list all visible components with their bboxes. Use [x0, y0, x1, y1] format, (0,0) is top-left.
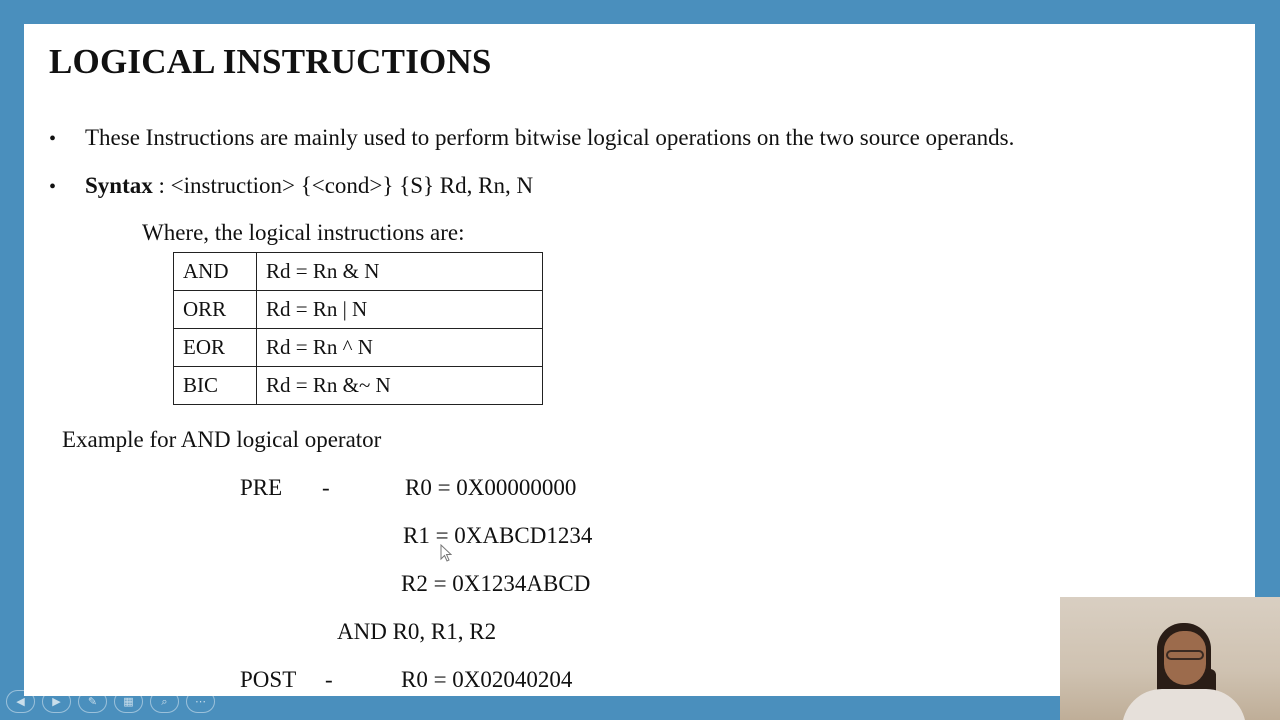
- instruction-cell: AND: [174, 253, 257, 291]
- previous-icon[interactable]: ◀: [6, 690, 35, 713]
- slide-title: LOGICAL INSTRUCTIONS: [49, 42, 492, 81]
- instruction-cell: EOR: [174, 329, 257, 367]
- logical-instructions-table: [173, 252, 543, 405]
- r0-post-value: R0 = 0X02040204: [401, 667, 573, 692]
- bullet-description: [49, 124, 1014, 153]
- slides-icon[interactable]: ▦: [114, 690, 143, 713]
- syntax-label: Syntax: [85, 173, 153, 198]
- zoom-icon[interactable]: ⌕: [150, 690, 179, 713]
- pre-dash: -: [322, 475, 330, 500]
- presenter-glasses: [1166, 650, 1204, 660]
- table-row: [174, 367, 543, 405]
- pen-icon[interactable]: ✎: [78, 690, 107, 713]
- r1-pre-value: R1 = 0XABCD1234: [403, 523, 593, 548]
- table-row: [174, 291, 543, 329]
- operation-cell: Rd = Rn &~ N: [257, 367, 543, 405]
- bullet-description-text: These Instructions are mainly used to perform bitwise logical operations on the two source operands.: [85, 125, 1015, 150]
- presentation-slide: [24, 24, 1255, 696]
- bullet-dot: •: [49, 128, 57, 150]
- post-label: POST: [240, 667, 297, 692]
- instruction-cell: BIC: [174, 367, 257, 405]
- r0-pre-value: R0 = 0X00000000: [405, 475, 577, 500]
- pre-label: PRE: [240, 475, 283, 500]
- r2-pre-value: R2 = 0X1234ABCD: [401, 571, 591, 596]
- slideshow-toolbar: [6, 690, 215, 713]
- operation-cell: Rd = Rn & N: [257, 253, 543, 291]
- next-icon[interactable]: ▶: [42, 690, 71, 713]
- mouse-pointer-icon: [440, 544, 452, 562]
- post-dash: -: [325, 667, 333, 692]
- more-icon[interactable]: ⋯: [186, 690, 215, 713]
- presenter-webcam: [1060, 597, 1280, 720]
- where-text: Where, the logical instructions are:: [142, 220, 465, 245]
- example-heading: Example for AND logical operator: [62, 427, 382, 452]
- table-row: [174, 253, 543, 291]
- instruction-cell: ORR: [174, 291, 257, 329]
- operation-cell: Rd = Rn ^ N: [257, 329, 543, 367]
- bullet-dot: •: [49, 176, 57, 198]
- bullet-syntax: [49, 172, 533, 201]
- and-instruction: AND R0, R1, R2: [337, 619, 497, 644]
- syntax-text: : <instruction> {<cond>} {S} Rd, Rn, N: [152, 173, 534, 198]
- operation-cell: Rd = Rn | N: [257, 291, 543, 329]
- presenter-body: [1122, 689, 1246, 720]
- table-row: [174, 329, 543, 367]
